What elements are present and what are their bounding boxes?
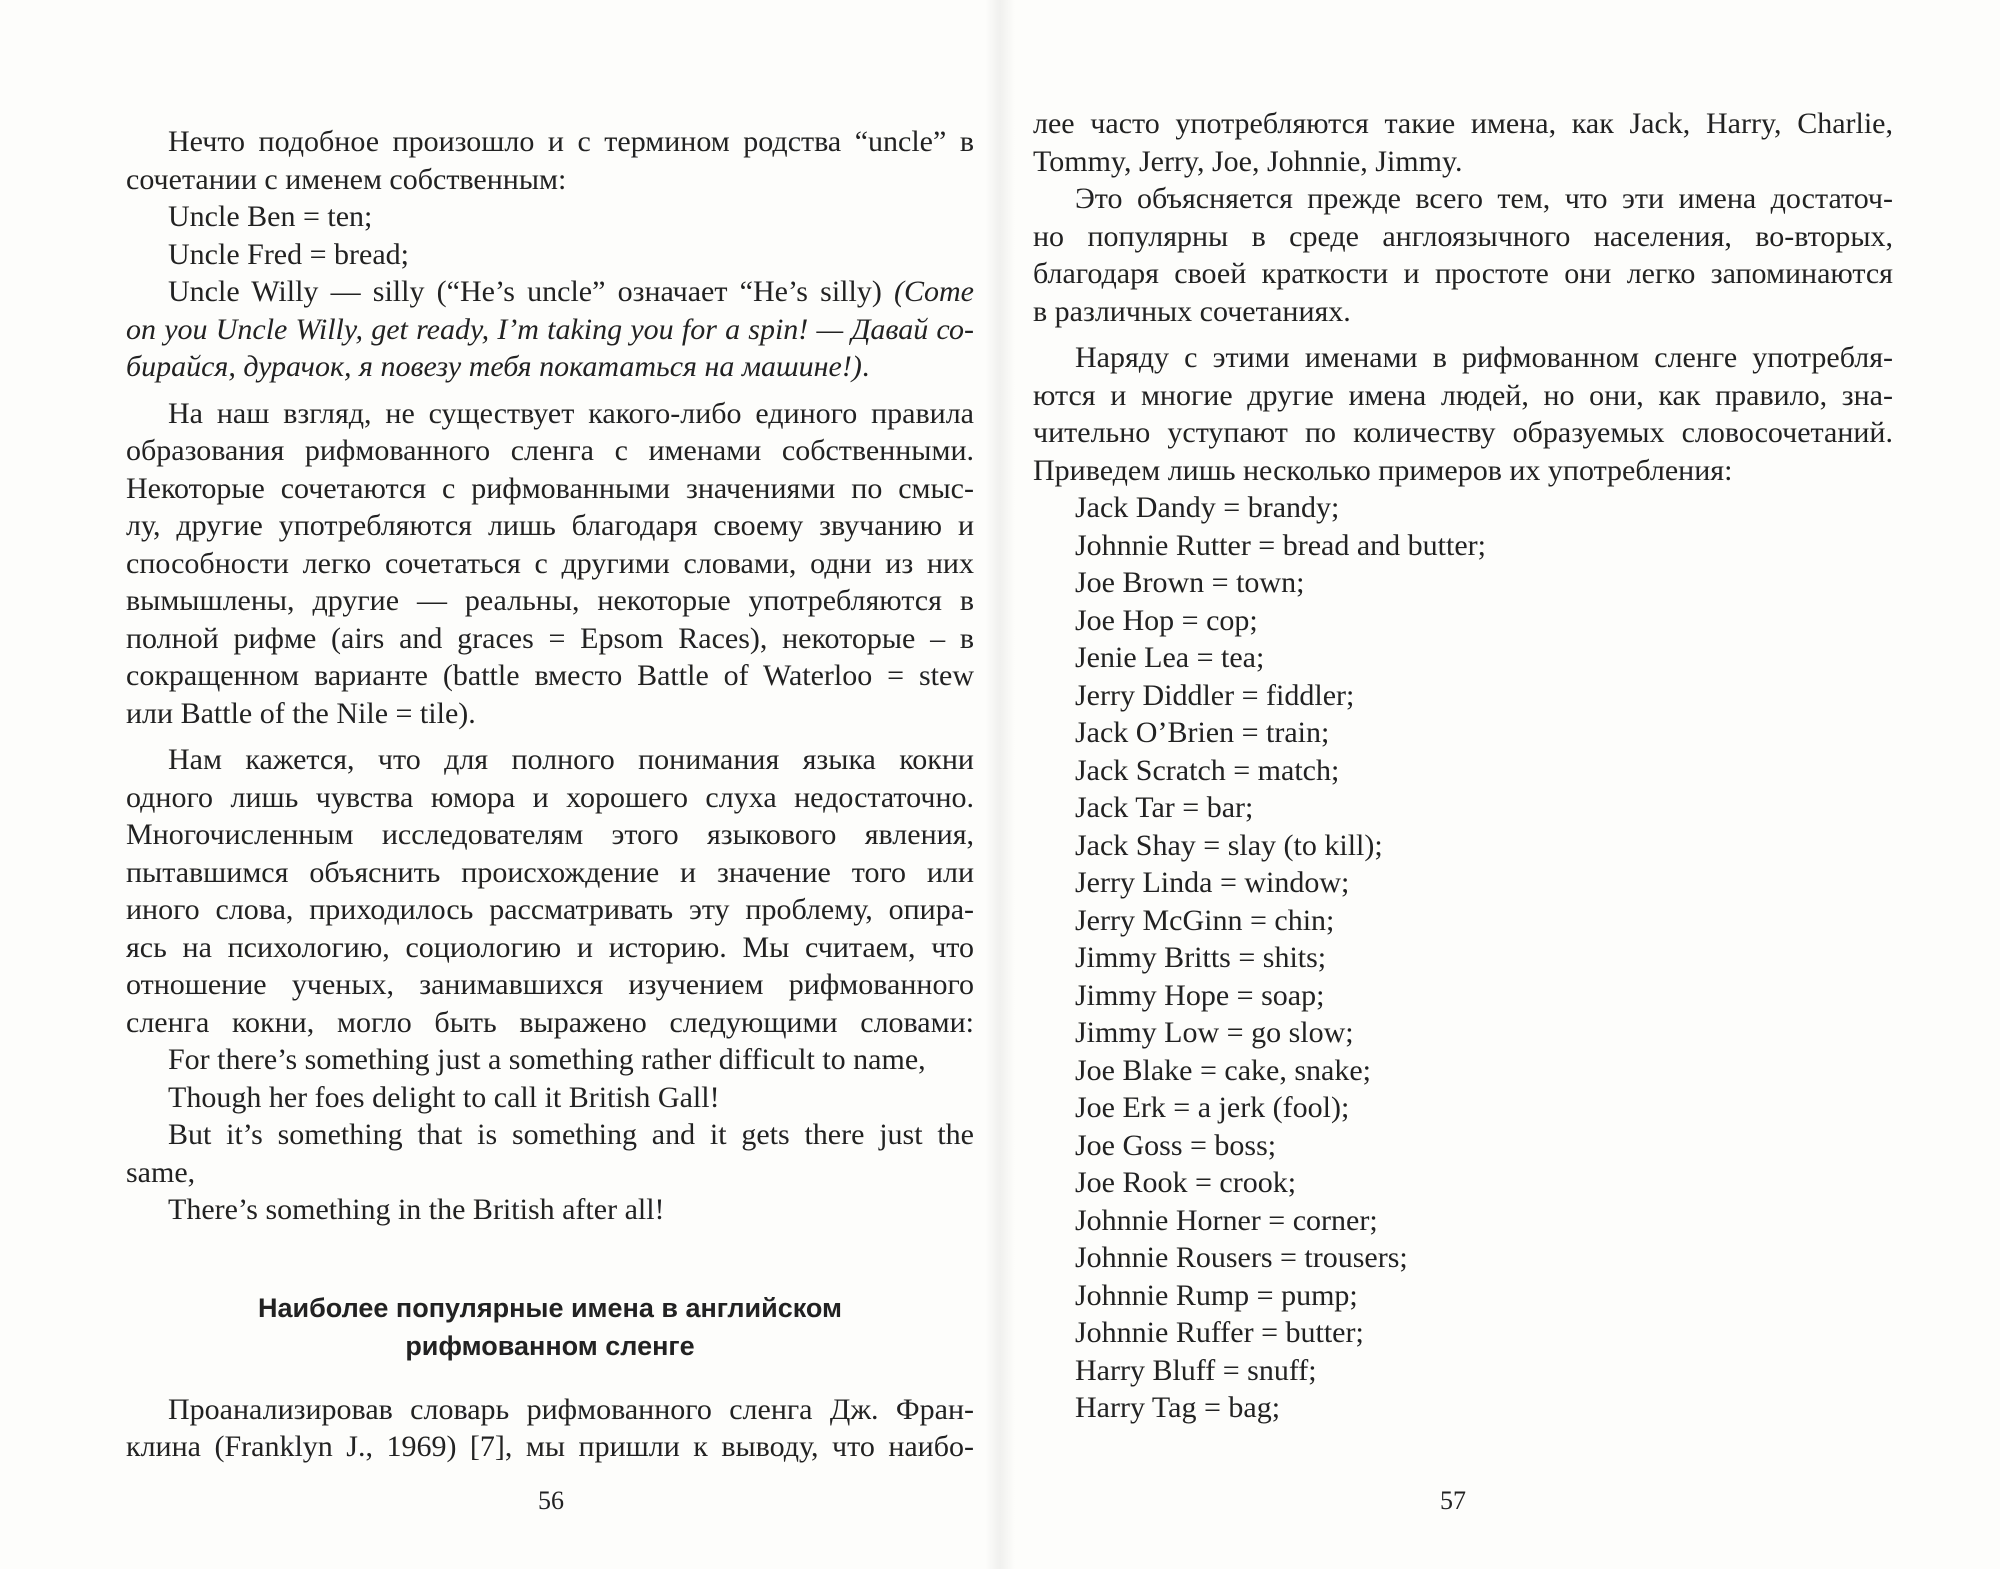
example-line: Uncle Fred = bread;	[168, 237, 409, 271]
paragraph-line: Нам кажется, что для полного понимания языка кокни	[168, 743, 974, 776]
paragraph-line: клина (Franklyn J., 1969) [7], мы пришли к выводу, что наибо-	[126, 1430, 974, 1463]
left-text-column	[126, 123, 974, 1466]
slang-entry: Joe Erk = a jerk (fool);	[1075, 1091, 1350, 1124]
paragraph-line: полной рифме (airs and graces = Epsom Races), некоторые – в	[126, 621, 974, 655]
slang-entry: Jack Dandy = brandy;	[1075, 491, 1340, 524]
page-number-left: 56	[538, 1486, 564, 1515]
slang-entry: Johnnie Rutter = bread and butter;	[1075, 528, 1486, 562]
slang-entry: Jimmy Britts = shits;	[1075, 941, 1327, 974]
slang-list	[1033, 489, 1893, 1427]
paragraph-line: Приведем лишь несколько примеров их употребления:	[1033, 453, 1733, 487]
slang-entry: Joe Hop = cop;	[1075, 603, 1258, 637]
section-heading-line-2: рифмованном сленге	[405, 1330, 695, 1361]
right-page	[1000, 0, 2000, 1569]
slang-entry: Johnnie Rump = pump;	[1075, 1278, 1358, 1312]
slang-entry: Johnnie Ruffer = butter;	[1075, 1316, 1364, 1349]
willy-italic-3: бирайся, дурачок, я повезу тебя покататься на машине!)	[126, 350, 862, 383]
willy-line-3	[126, 348, 974, 386]
paragraph-line: На наш взгляд, не существует какого-либо единого правила	[168, 396, 974, 430]
paragraph-line: образования рифмованного сленга с именами собственными.	[126, 434, 974, 467]
paragraph-line: в различных сочетаниях.	[1033, 294, 1351, 328]
verse-line: But it’s something that is something and it gets there just the	[168, 1118, 974, 1151]
slang-entry: Jimmy Low = go slow;	[1075, 1016, 1354, 1049]
paragraph-line: Наряду с этими именами в рифмованном сленге употребля-	[1075, 341, 1893, 374]
intro-line-2: сочетании с именем собственным:	[126, 162, 567, 196]
slang-entry: Johnnie Rousers = trousers;	[1075, 1241, 1408, 1274]
slang-entry: Jerry McGinn = chin;	[1075, 903, 1335, 937]
paragraph-line: иного слова, приходилось рассматривать эту проблему, опира-	[126, 893, 974, 926]
paragraph-line: но популярны в среде англоязычного населения, во-вторых,	[1033, 219, 1893, 253]
slang-entry: Jerry Linda = window;	[1075, 866, 1350, 899]
paragraph-line: лу, другие употребляются лишь благодаря своему звучанию и	[126, 509, 974, 542]
page-number-right: 57	[1440, 1486, 1466, 1515]
slang-entry: Jimmy Hope = soap;	[1075, 978, 1325, 1012]
paragraph-line: Многочисленным исследователям этого языкового явления,	[126, 818, 974, 851]
willy-line-1	[126, 273, 974, 311]
slang-entry: Jerry Diddler = fiddler;	[1075, 678, 1355, 712]
slang-entry: Harry Bluff = snuff;	[1075, 1353, 1317, 1387]
section-heading	[126, 1289, 974, 1365]
slang-entry: Jack O’Brien = train;	[1075, 716, 1330, 749]
paragraph-line: отношение ученых, занимавшихся изучением рифмованного	[126, 968, 974, 1001]
slang-entry: Jack Tar = bar;	[1075, 791, 1254, 824]
paragraph-line: Это объясняется прежде всего тем, что эти имена достаточ-	[1075, 182, 1893, 215]
right-text-column	[1033, 105, 1893, 1427]
paragraph-analysis	[126, 1391, 974, 1466]
paragraph-opinion	[126, 741, 974, 1041]
paragraph-line: способности легко сочетаться с другими словами, одни из них	[126, 546, 974, 580]
willy-period: .	[861, 350, 870, 383]
paragraph-other-names	[1033, 339, 1893, 489]
willy-line-2	[126, 311, 974, 349]
verse-line: same,	[126, 1155, 196, 1189]
paragraph-explanation	[1033, 180, 1893, 330]
paragraph-line: чительно уступают по количеству образуемых словосочетаний.	[1033, 416, 1893, 449]
paragraph-rule	[126, 395, 974, 733]
verse-line: There’s something in the British after all!	[168, 1193, 665, 1226]
slang-entry: Jack Shay = slay (to kill);	[1075, 828, 1383, 862]
verse-line: For there’s something just a something rather difficult to name,	[168, 1043, 926, 1076]
paragraph-line: ясь на психологию, социологию и историю. Мы считаем, что	[126, 930, 974, 964]
slang-entry: Joe Brown = town;	[1075, 566, 1305, 599]
paragraph-line: пытавшимся объяснить происхождение и значение того или	[126, 855, 974, 889]
paragraph-line: Проанализировав словарь рифмованного сленга Дж. Фран-	[168, 1392, 974, 1426]
verse-line: Though her foes delight to call it British Gall!	[168, 1080, 720, 1114]
paragraph-line: сокращенном варианте (battle вместо Battle of Waterloo = stew	[126, 659, 974, 692]
paragraph-line: Tommy, Jerry, Joe, Johnnie, Jimmy.	[1033, 144, 1463, 178]
section-heading-line-1: Наиболее популярные имена в английском	[257, 1292, 843, 1323]
slang-entry: Harry Tag = bag;	[1075, 1391, 1281, 1424]
example-line: Uncle Ben = ten;	[168, 200, 373, 233]
willy-italic: (Come	[894, 275, 974, 308]
slang-entry: Jenie Lea = tea;	[1075, 641, 1265, 674]
slang-entry: Johnnie Horner = corner;	[1075, 1203, 1378, 1237]
paragraph-line: лее часто употребляются такие имена, как Jack, Harry, Charlie,	[1033, 107, 1893, 140]
paragraph-line: одного лишь чувства юмора и хорошего слуха недостаточно.	[126, 780, 974, 814]
paragraph-line: или Battle of the Nile = tile).	[126, 696, 476, 730]
willy-text: Uncle Willy — silly (“He’s uncle” означает “He’s silly)	[168, 275, 895, 308]
paragraph-line: благодаря своей краткости и простоте они легко запоминаются	[1033, 257, 1893, 290]
slang-entry: Joe Goss = boss;	[1075, 1128, 1277, 1162]
willy-italic-2: on you Uncle Willy, get ready, I’m taking you for a spin! — Давай со-	[126, 312, 974, 346]
paragraph-line: сленга кокни, могло быть выражено следующими словами:	[126, 1005, 974, 1039]
slang-entry: Joe Rook = crook;	[1075, 1166, 1297, 1199]
paragraph-line: ются и многие другие имена людей, но они, как правило, зна-	[1033, 378, 1893, 412]
paragraph-line: Некоторые сочетаются с рифмованными значениями по смыс-	[126, 471, 974, 505]
verse-quote	[126, 1041, 974, 1229]
paragraph-line: вымышлены, другие — реальны, некоторые употребляются в	[126, 584, 974, 617]
intro-line-1: Нечто подобное произошло и с термином родства “uncle” в	[168, 125, 974, 158]
slang-entry: Jack Scratch = match;	[1075, 753, 1340, 787]
slang-entry: Joe Blake = cake, snake;	[1075, 1053, 1371, 1087]
